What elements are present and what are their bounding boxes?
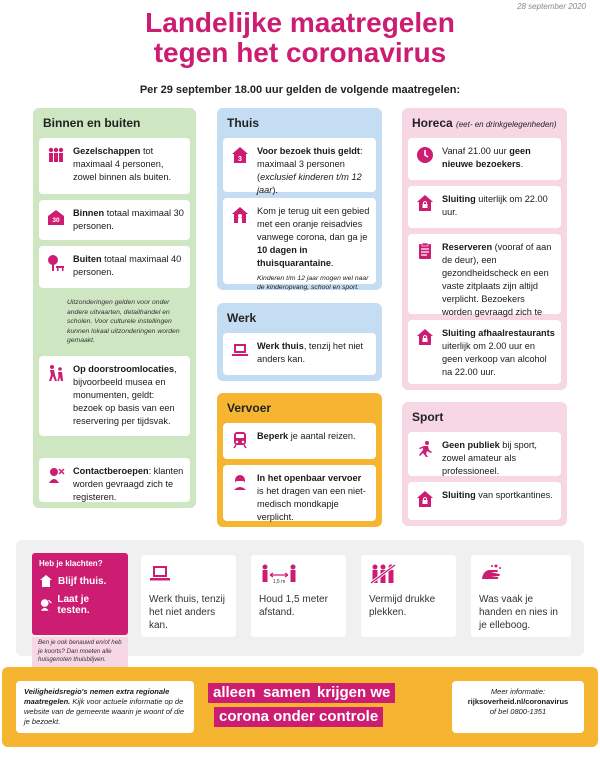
section-title: Binnen en buiten: [43, 116, 141, 130]
face-mask-icon: [231, 473, 249, 491]
group-icon: [47, 146, 65, 164]
measure-card: In het openbaar vervoer is het dragen van een niet-medisch mondkapje verplicht.: [223, 465, 376, 521]
measure-card: Kom je terug uit een gebied met een oranje reisadvies vanwege corona, dan ga je 10 dagen in thuisquarantaine. Kinderen t/m 12 jaar mogen wel naar de kinderopvang, school en sport.: [223, 198, 376, 284]
section-vervoer: [217, 393, 382, 527]
measure-card: 30 Binnen totaal maximaal 30 personen.: [39, 200, 190, 240]
measure-card: Geen publiek bij sport, zowel amateur als professioneel.: [408, 432, 561, 476]
children-note: Kinderen t/m 12 jaar mogen wel naar de kinderopvang, school en sport.: [257, 275, 369, 291]
tree-bench-icon: [47, 254, 65, 272]
regional-measures-box: Veiligheidsregio's nemen extra regionale maatregelen. Kijk voor actuele informatie op de website van de gemeente waarin je woont of die je bezoekt.: [16, 681, 194, 733]
complaint-item: Blijf thuis.: [39, 574, 121, 588]
measure-card: Buiten totaal maximaal 40 personen.: [39, 246, 190, 288]
slogan-word: samen: [258, 683, 316, 703]
section-title: Vervoer: [227, 401, 272, 415]
hand-wash-icon: [479, 563, 503, 585]
more-info-box: Meer informatie: rijksoverheid.nl/coronavirus of bel 0800-1351: [452, 681, 584, 733]
section-thuis: [217, 108, 382, 290]
complaint-item: Laat je testen.: [39, 594, 121, 616]
info-link[interactable]: rijksoverheid.nl/coronavirus: [467, 697, 569, 706]
slogan-word: krijgen we: [312, 683, 395, 703]
section-binnen-buiten: [33, 108, 196, 508]
exceptions-note: Uitzonderingen gelden voor onder andere uitvaarten, detailhandel en scholen. Voor culturele instellingen kunnen lokaal uitzonderingen worden gemaakt.: [67, 299, 180, 344]
quarantine-house-icon: [231, 206, 249, 224]
section-title: Thuis: [227, 116, 259, 130]
distance-icon: [259, 563, 299, 585]
page-title: Landelijke maatregelen tegen het coronavirus: [145, 7, 455, 68]
measure-card: Beperk je aantal reizen.: [223, 423, 376, 459]
closed-lock-icon: [416, 490, 434, 508]
svg-text:30: 30: [52, 217, 60, 224]
section-contactberoepen: [33, 452, 196, 508]
measure-card: Sluiting afhaalrestaurants uiterlijk om 2.00 uur en geen verkoop van alcohol na 22.00 uur.: [408, 320, 561, 384]
laptop-icon: [231, 341, 249, 359]
measure-card: Vanaf 21.00 uur geen nieuwe bezoekers.: [408, 138, 561, 180]
slogan-word: corona onder controle: [214, 707, 383, 727]
crowd-crossed-icon: [369, 563, 397, 585]
measure-card: Reserveren (vooraf of aan de deur), een gezondheidscheck en een vaste zitplaats zijn altijd verplicht. Bezoekers worden gevraagd zich te: [408, 234, 561, 314]
clock-icon: [416, 146, 434, 164]
measure-card: Op doorstroomlocaties, bijvoorbeeld musea en monumenten, geldt: bezoek op basis van een reservering per tijdsvak.: [39, 356, 190, 436]
section-title: Werk: [227, 311, 257, 325]
closed-lock-icon: [416, 328, 434, 346]
tip-card: 1,5 m Houd 1,5 meter afstand.: [251, 555, 346, 637]
train-icon: [231, 431, 249, 449]
tip-card: Vermijd drukke plekken.: [361, 555, 456, 637]
measure-card: Sluiting uiterlijk om 22.00 uur.: [408, 186, 561, 228]
test-swab-icon: [39, 598, 52, 612]
measure-card: Contactberoepen: klanten worden gevraagd zich te registeren.: [39, 458, 190, 502]
walking-people-icon: [47, 364, 65, 382]
running-icon: [416, 440, 434, 458]
building-icon: [47, 208, 65, 226]
tip-card: Werk thuis, tenzij het niet anders kan.: [141, 555, 236, 637]
laptop-icon: [149, 563, 171, 583]
measure-card: Gezelschappen tot maximaal 4 personen, zowel binnen als buiten.: [39, 138, 190, 194]
page-subtitle: Per 29 september 18.00 uur gelden de volgende maatregelen:: [139, 84, 461, 96]
hairdresser-icon: [47, 466, 65, 484]
clipboard-icon: [416, 242, 434, 260]
publication-date: 28 september 2020: [517, 2, 586, 11]
measure-card: Sluiting van sportkantines.: [408, 482, 561, 520]
house-icon: [39, 574, 53, 588]
slogan-word: alleen: [208, 683, 261, 703]
section-werk: [217, 303, 382, 381]
svg-text:3: 3: [238, 156, 242, 163]
closed-lock-icon: [416, 194, 434, 212]
section-title: Horeca (eet- en drinkgelegenheden): [412, 116, 557, 130]
complaints-box: Heb je klachten? Blijf thuis. Laat je testen.: [32, 553, 128, 635]
tip-card: Was vaak je handen en nies in je elleboog.: [471, 555, 571, 637]
section-horeca: [402, 108, 567, 390]
complaints-note: Ben je ook benauwd en/of heb je koorts? Dan moeten alle huisgenoten thuisblijven.: [32, 637, 128, 669]
section-title: Sport: [412, 410, 444, 424]
measure-card: 3 Voor bezoek thuis geldt: maximaal 3 personen (exclusief kinderen t/m 12 jaar).: [223, 138, 376, 192]
section-sport: [402, 402, 567, 526]
svg-text:1,5 m: 1,5 m: [272, 579, 286, 585]
house-icon: [231, 146, 249, 164]
measure-card: Werk thuis, tenzij het niet anders kan.: [223, 333, 376, 375]
